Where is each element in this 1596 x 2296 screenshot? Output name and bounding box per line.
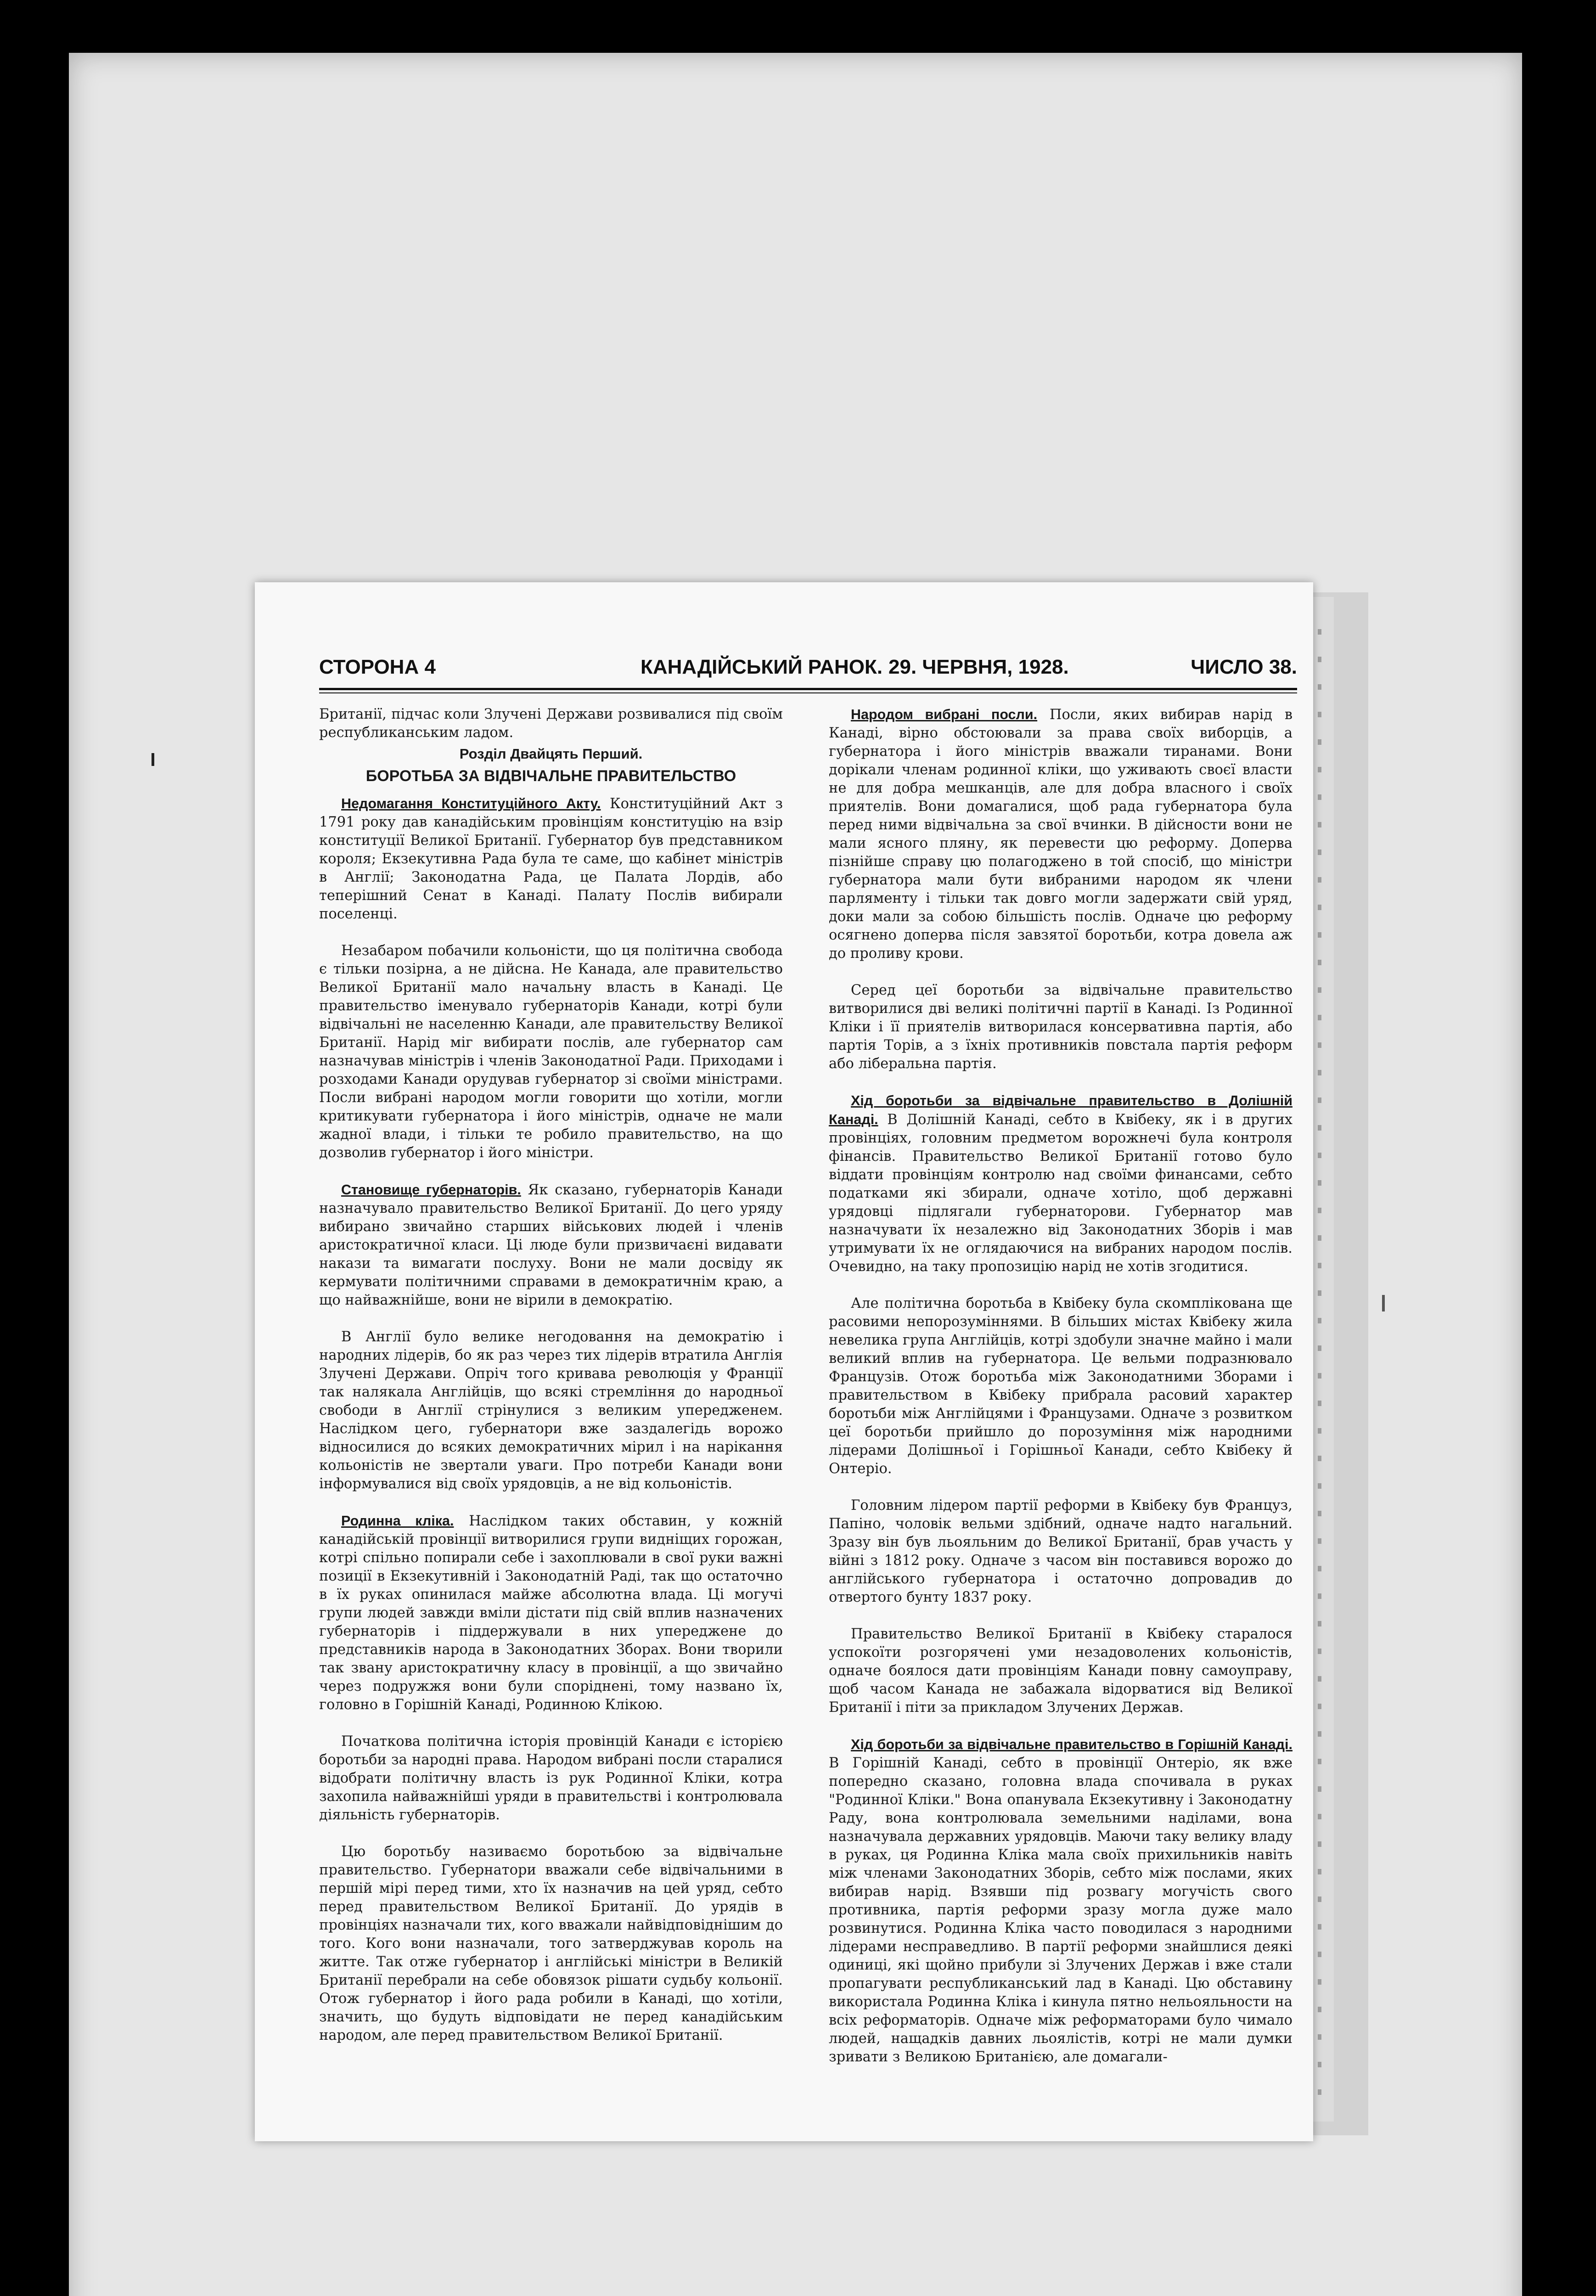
- paragraph: Правительство Великої Британії в Квібеку старалося успокоїти розгорячені уми незадоволених кольоністів, одначе боялося дати провінціям Канади повну самоуправу, щоб часом Канада не забажала відорватися від Великої Британії і піти за прикладом Злучених Держав.: [829, 1626, 1293, 1716]
- paragraph: Головним лідером партії реформи в Квібеку був Француз, Папіно, чоловік вельми здібний, одначе надто нагальний. Зразу він був льояльним до Великої Британії, брав участь у війні з 1812 року. Одначе з часом він поставився ворожо до англійського губернатора і остаточно допровадив до отвертого бунту 1837 року.: [829, 1497, 1293, 1605]
- paragraph: Серед цеї боротьби за відвічальне правительство витворилися дві великі політичні партії в Канаді. Із Родинної Кліки і її приятелів витворилася консервативна партія, або партія Торів, а з їхніх противників повстала партія реформ або ліберальна партія.: [829, 982, 1293, 1072]
- paragraph-text: Наслідком таких обставин, у кожній канадійській провінції витворилися групи видніщих горожан, котрі спільно попирали себе і захоплювали в свої руки важні позиції в Екзекутивній і Законодатній Раді, так що остаточно в їх руках опинилася майже абсолютна влада. Ці могучі групи людей завжди вміли дістати під свій вплив назначених губернаторів і піддержували в них упереджене до представників народа в Законодатних Зборах. Вони творили так звану аристократичну класу в провінції, а що звичайно через подружжя вони були споріднені, тому названо їх, головно в Горішній Канаді, Родинною Клікою.: [319, 1513, 783, 1713]
- film-vignette: [69, 53, 1522, 2296]
- run-in-heading: Родинна кліка.: [341, 1513, 454, 1529]
- paragraph: Британії, підчас коли Злучені Держави розвивалися під своїм республиканським ладом.: [319, 706, 783, 741]
- paragraph: Початкова політична історія провінцій Канади є історією боротьби за народні права. Народом вибрані посли старалися відобрати політичну власть із рук Родинної Кліки, котра захопила найважнійші уряди в правительстві і контролювала діяльність губернаторів.: [319, 1733, 783, 1823]
- paragraph-text: В Горішній Канаді, себто в провінції Онтеріо, як вже попередно сказано, головна влада спочивала в руках "Родинної Кліки." Вона опанувала Екзекутивну і Законодатну Раду, вона контролювала земельними наділами, вона назначувала державних урядовців. Маючи таку велику владу в руках, ця Родинна Кліка мала своїх прихильників навіть між членами Законодатних Зборів, себто між послами, яких вибирав нарід. Взявши під розвагу могучість свого противника, партія реформи зразу могла дуже мало розвинутися. Родинна Кліка часто поводилася з народними лідерами несправедливо. В партії реформи знайшлися деякі одиниці, які щойно прибули зі Злучених Держав і вже стали пропагувати республиканський лад в Канаді. Цю обставину використала Родинна Кліка і кинула пятно нельояльности на всіх реформаторів. Одначе між реформаторами було чимало людей, нащадків давних льоялістів, котрі не мали думки зривати з Великою Британією, але домагали-: [829, 1755, 1293, 2065]
- issue-number: ЧИСЛО 38.: [1191, 656, 1297, 678]
- run-in-heading: Хід боротьби за відвічальне правительство в Горішній Канаді.: [851, 1737, 1293, 1752]
- paragraph-text: Конституційний Акт з 1791 року дав канадійським провінціям конституцію на взір конституції Великої Британії. Губернатор був представником короля; Екзекутивна Рада була те саме, що кабінет міністрів в Англії; Законодатна Рада, це Палата Лордів, або теперішний Сенат в Канаді. Палату Послів вибирали поселенці.: [319, 796, 783, 922]
- section-heading: Розділ Двайцять Перший.: [459, 746, 643, 762]
- paragraph: Але політична боротьба в Квібеку була скомплікована ще расовими непорозуміннями. В більших містах Квібеку жила невелика група Англійців, котрі здобули значне майно і мали великий вплив на губернатора. Це вельми подразнювало Французів. Отож боротьба між Законодатними Зборами і правительством в Квібеку прибрала расовий характер боротьби між Англійцями і Французами. Одначе з розвитком цеї боротьби прийшло до порозуміння між народними лідерами Долішньої і Горішньої Канади, себто Квібеку й Онтеріо.: [829, 1295, 1293, 1477]
- issue-date: 29. ЧЕРВНЯ, 1928.: [888, 656, 1069, 678]
- chapter-title: БОРОТЬБА ЗА ВІДВІЧАЛЬНЕ ПРАВИТЕЛЬСТВО: [365, 767, 736, 785]
- paragraph: Незабаром побачили кольоністи, що ця політична свобода є тільки позірна, а не дійсна. Не Канада, але правительство Великої Британії мало начальну власть в Канаді. Це правительство іменувало губернаторів Канади, котрі були відвічальні не населенню Канади, але правительству Великої Британії. Нарід міг вибирати послів, але губернатор сам назначував міністрів і членів Законодатної Ради. Приходами і розходами Канади орудував губернатор зі своїми міністрами. Посли вибрані народом могли говорити що хотіли, могли критикувати губернатора і його міністрів, одначе не мали жадної влади, і тільки те робило правительство, на що дозволив губернатор і його міністри.: [319, 943, 783, 1161]
- newspaper-title: КАНАДІЙСЬКИЙ РАНОК.: [641, 656, 883, 678]
- paragraph: Цю боротьбу називаємо боротьбою за відвічальне правительство. Губернатори вважали себе відвічальними в першій мірі перед тими, хто їх назначив на цей уряд, себто перед правительством Великої Британії. До урядів в провінціях назначали тих, кого вважали найвідповіднішим до того. Кого вони назначали, того затверджував король на житте. Так отже губернатор і англійські міністри в Великій Британії перебрали на себе обовязок рішати судьбу кольонії. Отож губернатор і його рада робили в Канаді, що хотіли, значить, що будуть відповідати не перед канадійським народом, але перед правительством Великої Британії.: [319, 1844, 783, 2043]
- run-in-heading: Народом вибрані посли.: [851, 707, 1038, 722]
- paragraph-text: Як сказано, губернаторів Канади назначувало правительство Великої Британії. До цего уряду вибирано звичайно старших військових людей і членів аристократичної класи. Ці люде були призвичаєні видавати накази та вимагати послуху. Вони не мали досвіду як кермувати політичними справами в демократичнім краю, а що найважнійше, вони не вірили в демократію.: [319, 1182, 783, 1308]
- run-in-heading: Хід боротьби за відвічальне правительство в Долішній Канаді.: [829, 1093, 1293, 1127]
- paragraph-text: В Долішній Канаді, себто в Квібеку, як і в других провінціях, головним предметом ворожнечі була контроля фінансів. Правительство Великої Британії готово було віддати провінціям контролю над своїми финансами, себто податками які збирали, одначе хотіло, щоб державні урядовці підлягали губернаторови. Губернатор мав назначувати їх незалежно від Законодатних Зборів і мав утримувати їх не оглядаючися на вибраних народом послів. Очевидно, на таку пропозицію нарід не хотів згодитися.: [829, 1112, 1293, 1275]
- page-number: СТОРОНА 4: [319, 656, 436, 678]
- run-in-heading: Становище губернаторів.: [341, 1182, 521, 1198]
- paragraph: В Англії було велике негодовання на демократію і народних лідерів, бо як раз через тих лідерів втратила Англія Злучені Держави. Опріч того кривава революція у Франції так налякала Англійців, що всякі стремління до народньої свободи в Англії стрінулися з великим упередженем. Наслідком цего, губернатори вже заздалегідь ворожо відносилися до всяких демократичних мірил і на нарікання кольоністів не звертали уваги. Про потреби Канади вони інформувалися від своїх урядовців, а не від кольоністів.: [319, 1329, 783, 1492]
- paragraph-text: Посли, яких вибирав нарід в Канаді, вірно обстоювали за права своїх виборців, а губернатора і його міністрів вважали тиранами. Вони дорікали членам родинної кліки, що уживають своєї власти не для добра мешканців, але для добра власного і своїх приятелів. Вони домагалися, щоб рада губернатора була перед ними відвічальна за свої вчинки. В дійсности вони не мали ясного пляну, як перевести цю реформу. Доперва пізнійше справу цю полагоджено в той спосіб, що міністри губернатора мали бути вибраними народом як члени парляменту і тільки так довго могли задержати свій уряд, доки мали за собою більшість послів. Одначе цю реформу осягнено доперва після завзятої боротьби, котра довела аж до проливу крови.: [829, 707, 1293, 962]
- run-in-heading: Недомагання Конституційного Акту.: [341, 796, 601, 811]
